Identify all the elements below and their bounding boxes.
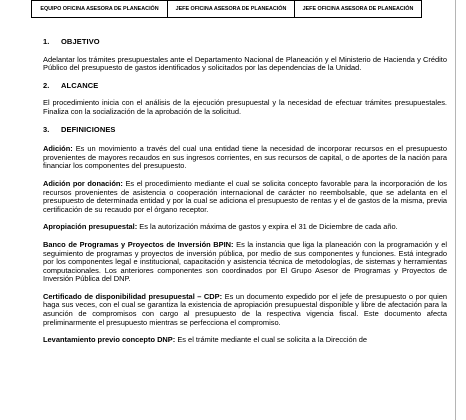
definition-adicion: [43, 145, 447, 171]
definition-levantamiento: [43, 336, 447, 345]
definition-text: Es un documento expedido por el jefe de presupuesto o por quien haga sus veces, con el cual se garantiza la existencia de apropiación presupuestal disponible y libre de afectación para la asunción de compromisos con cargo al presupuesto de la respectiva vigencia fiscal. Este documento afecta preliminarmente el presupuesto mientras se perfecciona el compromiso.: [43, 291, 448, 327]
definition-term: Adición por donación:: [43, 178, 123, 188]
section-heading-alcance: [43, 82, 447, 91]
signature-cell-jefe-1: JEFE OFICINA ASESORA DE PLANEACIÓN: [168, 1, 295, 18]
definition-term: Apropiación presupuestal:: [43, 222, 138, 232]
definition-text: Es la autorización máxima de gastos y expira el 31 de Diciembre de cada año.: [137, 222, 398, 232]
signature-cell-equipo: EQUIPO OFICINA ASESORA DE PLANEACIÓN: [32, 1, 168, 18]
section-heading-definiciones: [43, 126, 447, 135]
definition-text: Es la instancia que liga la planeación con la programación y el seguimiento de programas y proyectos de inversión pública, por medio de sus componentes y funciones. Está integrado por los componentes legal e institucional, capacitación y asistencia técnica de metodologías, de sistemas y herramientas computacionales. Los anteriores componentes son coordinados por El Grupo Asesor de Programas y Proyectos de Inversión Pública del DNP.: [43, 239, 448, 284]
definition-cdp: [43, 293, 447, 327]
definition-adicion-donacion: [43, 180, 447, 214]
definition-term: Levantamiento previo concepto DNP:: [43, 335, 176, 345]
section-number: 2.: [43, 80, 50, 90]
definition-text: Es un movimiento a través del cual una entidad tiene la necesidad de incorporar recursos en el presupuesto provenientes de mayores recaudos en sus ingresos corrientes, en sus recursos de capital, o de aportes de la nación para financiar los componentes del presupuesto.: [43, 144, 447, 171]
definition-text: Es el trámite mediante el cual se solicita a la Dirección de: [175, 335, 368, 345]
signature-cell-jefe-2: JEFE OFICINA ASESORA DE PLANEACIÓN: [295, 1, 422, 18]
section-number: 3.: [43, 124, 50, 134]
definition-text: Es el procedimiento mediante el cual se solicita concepto favorable para la incorporación de los recursos provenientes de asistencia o cooperación internacional de carácter no reembolsable, que se adelanta en el presupuesto de determinada entidad y por la cual se adiciona el presupuesto de rentas y el de gastos de la misma, previa certificación de su recaudo por el órgano receptor.: [43, 178, 447, 214]
definition-bpin: [43, 241, 447, 284]
definition-term: Certificado de disponibilidad presupuestal – CDP:: [43, 291, 223, 301]
definition-apropiacion: [43, 223, 447, 232]
section-heading-objetivo: [43, 38, 447, 47]
section-title: OBJETIVO: [61, 37, 100, 46]
document-body: [43, 38, 447, 345]
page-edge-divider: [455, 0, 456, 420]
section-title: DEFINICIONES: [61, 124, 116, 134]
section-body-alcance: El procedimiento inicia con el análisis de la ejecución presupuestal y la necesidad de efectuar trámites presupuestales. Finaliza con la socialización de la aprobación de la solicitud.: [43, 98, 447, 116]
definition-term: Adición:: [43, 144, 73, 154]
definition-term: Banco de Programas y Proyectos de Inversión BPIN:: [43, 239, 234, 249]
section-title: ALCANCE: [61, 80, 99, 90]
header-table-signature-row: [32, 1, 422, 18]
section-number: 1.: [43, 37, 50, 46]
section-body-objetivo: Adelantar los trámites presupuestales ante el Departamento Nacional de Planeación y el Ministerio de Hacienda y Crédito Público del presupuesto de gastos identificados y solicitados por las dependencias de la Unidad.: [43, 54, 447, 73]
approval-header-table: [31, 0, 422, 18]
